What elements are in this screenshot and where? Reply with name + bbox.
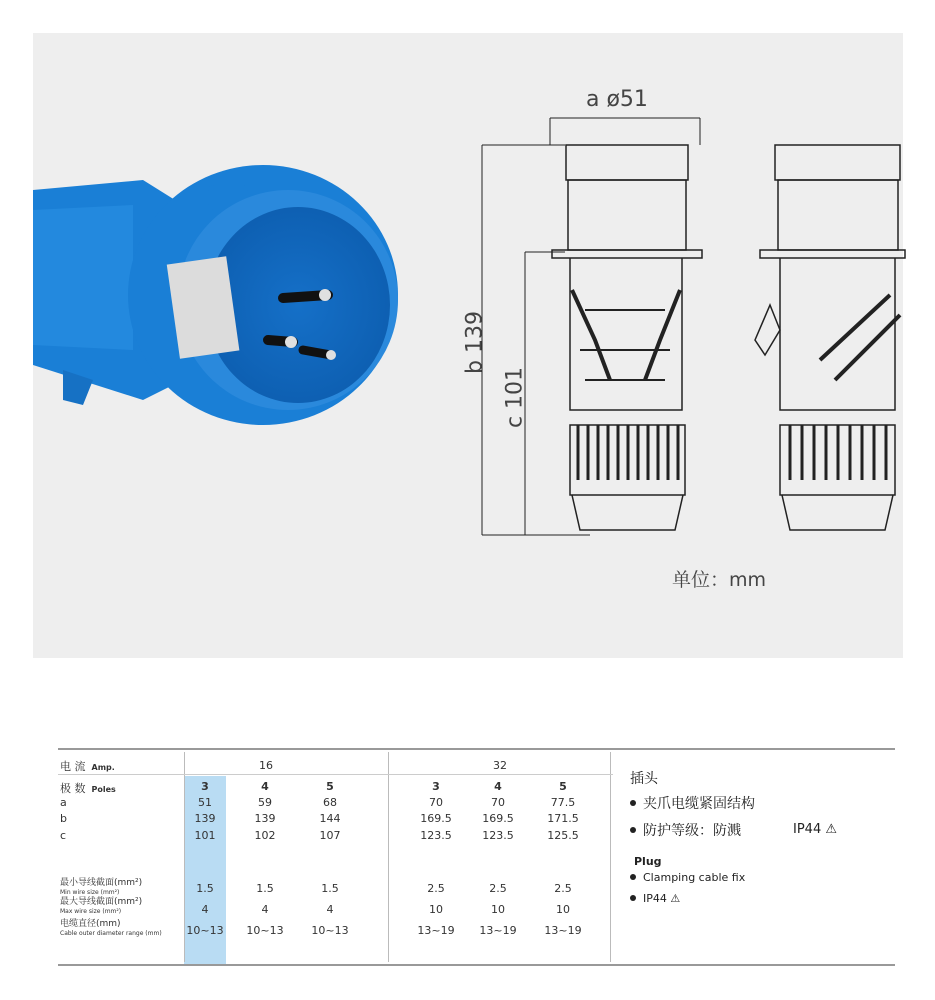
- table-cell: 10~13: [311, 924, 349, 937]
- table-cell: 10: [429, 903, 443, 916]
- cable-diameter-label: 电缆直径(mm) Cable outer diameter range (mm): [60, 919, 162, 937]
- row-divider: [58, 774, 613, 775]
- table-cell: 1.5: [321, 882, 339, 895]
- feature-bullet: IP44 ⚠: [630, 892, 680, 905]
- table-cell: 101: [194, 829, 216, 842]
- table-top-border: [58, 748, 895, 750]
- table-cell: 77.5: [550, 796, 576, 809]
- pole-cell: 5: [559, 780, 567, 793]
- table-cell: 2.5: [427, 882, 445, 895]
- table-cell: 4: [261, 903, 269, 916]
- pole-cell: 5: [326, 780, 334, 793]
- table-cell: 123.5: [420, 829, 452, 842]
- unit-label: 单位：mm: [672, 569, 767, 591]
- table-cell: 144: [319, 812, 341, 825]
- warning-triangle-icon: ⚠: [825, 822, 838, 837]
- warning-triangle-icon: ⚠: [670, 892, 681, 905]
- bullet-icon: [630, 800, 636, 806]
- table-cell: 4: [201, 903, 209, 916]
- table-cell: 70: [429, 796, 443, 809]
- table-cell: 13~19: [479, 924, 517, 937]
- bullet-icon: [630, 874, 636, 880]
- table-cell: 102: [254, 829, 276, 842]
- row-b-label: b: [60, 812, 67, 825]
- table-cell: 4: [326, 903, 334, 916]
- table-cell: 169.5: [482, 812, 514, 825]
- pole-cell: 3: [432, 780, 440, 793]
- feature-title-cn: 插头: [630, 771, 658, 787]
- group-16: 16: [259, 759, 273, 772]
- table-cell: 10: [491, 903, 505, 916]
- current-label: 电 流 Amp.: [60, 760, 115, 773]
- spec-table: [40, 748, 895, 966]
- pole-cell: 4: [261, 780, 269, 793]
- table-cell: 169.5: [420, 812, 452, 825]
- table-cell: 13~19: [544, 924, 582, 937]
- bullet-icon: [630, 827, 636, 833]
- table-cell: 68: [323, 796, 337, 809]
- group-32: 32: [493, 759, 507, 772]
- table-cell: 1.5: [196, 882, 214, 895]
- table-cell: 13~19: [417, 924, 455, 937]
- feature-bullet: Clamping cable fix: [630, 871, 745, 884]
- table-cell: 59: [258, 796, 272, 809]
- table-cell: 2.5: [489, 882, 507, 895]
- table-cell: 107: [319, 829, 341, 842]
- pole-cell: 4: [494, 780, 502, 793]
- pole-cell: 3: [201, 780, 209, 793]
- bullet-icon: [630, 895, 636, 901]
- table-cell: 10~13: [246, 924, 284, 937]
- column-divider: [388, 752, 389, 962]
- table-cell: 139: [254, 812, 276, 825]
- table-cell: 1.5: [256, 882, 274, 895]
- table-cell: 10: [556, 903, 570, 916]
- table-cell: 139: [194, 812, 216, 825]
- table-cell: 2.5: [554, 882, 572, 895]
- poles-label: 极 数 Poles: [60, 782, 116, 795]
- feature-bullet: 夹爪电缆紧固结构: [630, 793, 755, 813]
- blank-area: [395, 660, 905, 745]
- dimension-a-label: a ø51: [586, 87, 648, 112]
- plug-photo: [33, 150, 403, 450]
- table-cell: 125.5: [547, 829, 579, 842]
- table-cell: 171.5: [547, 812, 579, 825]
- feature-bullet: 防护等级：防溅: [630, 820, 741, 840]
- table-bottom-border: [58, 964, 895, 966]
- row-a-label: a: [60, 796, 67, 809]
- ip-rating-cn: IP44 ⚠: [793, 822, 838, 837]
- column-divider: [610, 752, 611, 962]
- dimension-b-label: b 139: [462, 311, 488, 374]
- table-cell: 70: [491, 796, 505, 809]
- max-wire-label: 最大导线截面(mm²) Max wire size (mm²): [60, 897, 143, 915]
- table-cell: 123.5: [482, 829, 514, 842]
- dimension-c-label: c 101: [502, 366, 528, 429]
- min-wire-label: 最小导线截面(mm²) Min wire size (mm²): [60, 878, 143, 896]
- feature-title-en: Plug: [634, 855, 662, 868]
- technical-drawing: [460, 80, 910, 550]
- table-cell: 51: [198, 796, 212, 809]
- row-c-label: c: [60, 829, 67, 842]
- table-cell: 10~13: [186, 924, 224, 937]
